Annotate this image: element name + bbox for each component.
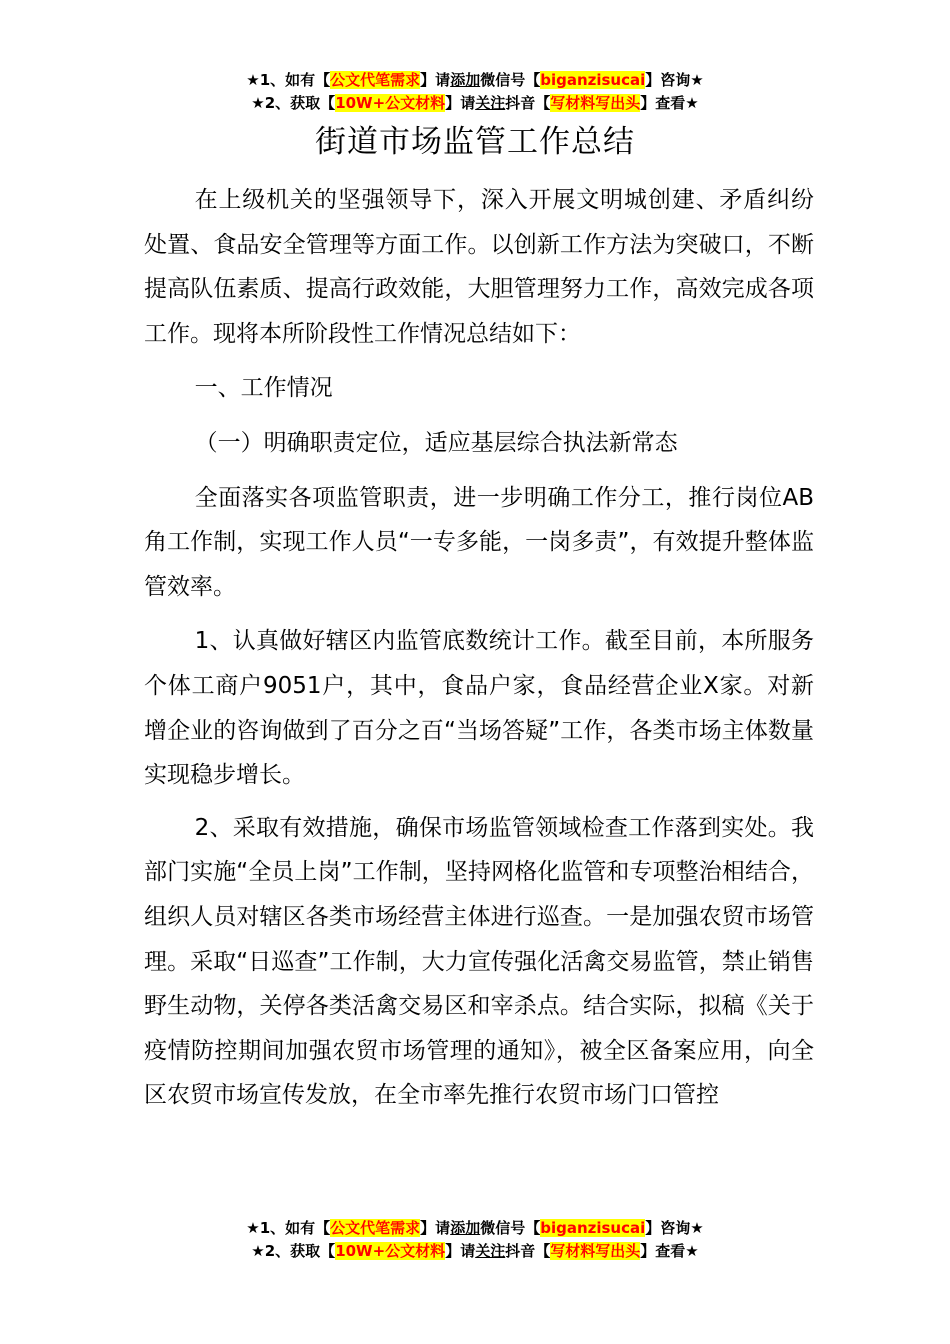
banner-text: 】请 [445,94,476,112]
banner-text: 】查看★ [640,94,699,112]
banner-highlight: 公文代笔需求 [330,1219,421,1237]
banner-text: 微信号【 [480,71,541,89]
banner-underlined: 添加 [450,1219,481,1237]
footer-banner [0,1217,950,1263]
section-heading: 一、工作情况 [194,375,333,402]
banner-text: 】请 [420,71,451,89]
footer-line-2 [0,1240,950,1263]
banner-underlined: 关注 [475,1242,506,1260]
banner-text: ★1、如有【 [246,71,331,89]
banner-underlined: 关注 [475,94,506,112]
header-banner [0,69,950,115]
banner-text: ★2、获取【 [251,1242,336,1260]
header-line-1 [0,69,950,92]
header-line-2 [0,92,950,115]
banner-highlight: 写材料写出头 [550,1242,641,1260]
banner-text: 】查看★ [640,1242,699,1260]
banner-text: ★2、获取【 [251,94,336,112]
banner-text: 抖音【 [505,1242,551,1260]
banner-highlight: 公文代笔需求 [330,71,421,89]
banner-highlight: 10W+公文材料 [335,94,446,112]
banner-highlight: biganzisucai [540,1219,646,1237]
body-paragraph: 在上级机关的坚强领导下，深入开展文明城创建、矛盾纠纷处置、食品安全管理等方面工作。以创新工作方法为突破口，不断提高队伍素质、提高行政效能，大胆管理努力工作，高效完成各项工作。现将本所阶段性工作情况总结如下： [144,187,814,347]
banner-text: 】请 [445,1242,476,1260]
document-body [144,178,814,1118]
banner-text: 】咨询★ [645,1219,704,1237]
document-title: 街道市场监管工作总结 [315,124,635,160]
body-paragraph: 1、认真做好辖区内监管底数统计工作。截至目前，本所服务个体工商户9051户，其中，食品户家，食品经营企业X家。对新增企业的咨询做到了百分之百“当场答疑”工作，各类市场主体数量实现稳步增长。 [144,628,814,789]
footer-line-1 [0,1217,950,1240]
banner-highlight: 10W+公文材料 [335,1242,446,1260]
subsection-heading: （一）明确职责定位，适应基层综合执法新常态 [194,429,678,456]
banner-text: ★1、如有【 [246,1219,331,1237]
body-paragraph: 2、采取有效措施，确保市场监管领域检查工作落到实处。我部门实施“全员上岗”工作制，坚持网格化监管和专项整治相结合，组织人员对辖区各类市场经营主体进行巡查。一是加强农贸市场管理。采取“日巡查”工作制，大力宣传强化活禽交易监管，禁止销售野生动物，关停各类活禽交易区和宰杀点。结合实际，拟稿《关于疫情防控期间加强农贸市场管理的通知》，被全区备案应用，向全区农贸市场宣传发放，在全市率先推行农贸市场门口管控 [144,814,814,1109]
body-paragraph: 全面落实各项监管职责，进一步明确工作分工，推行岗位AB角工作制，实现工作人员“一专多能，一岗多责”，有效提升整体监管效率。 [144,484,814,600]
banner-text: 】咨询★ [645,71,704,89]
banner-text: 微信号【 [480,1219,541,1237]
banner-highlight: 写材料写出头 [550,94,641,112]
banner-underlined: 添加 [450,71,481,89]
banner-text: 抖音【 [505,94,551,112]
banner-text: 】请 [420,1219,451,1237]
banner-highlight: biganzisucai [540,71,646,89]
